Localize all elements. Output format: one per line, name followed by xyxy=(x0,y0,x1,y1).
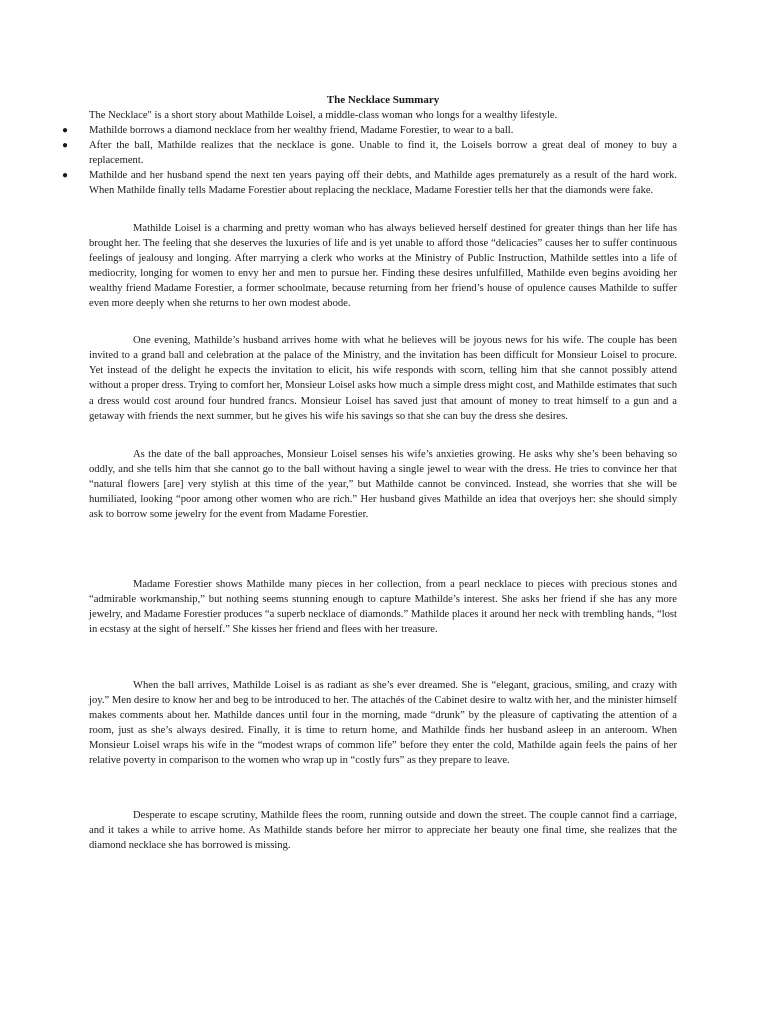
document-title: The Necklace Summary xyxy=(326,94,440,106)
body-paragraph: Madame Forestier shows Mathilde many pieces in her collection, from a pearl necklace to pieces with precious stones and “admirable workmanship,” but nothing seems stunning enough to capture Mathilde’s interest. She asks her friend if she has any more jewelry, and Madame Forestier produces “a superb necklace of diamonds.” Mathilde places it around her neck with trembling hands, “lost in ecstasy at the sight of herself.” She kisses her friend and flees with her treasure. xyxy=(89,579,677,636)
intro-text: The Necklace" is a short story about Mathilde Loisel, a middle-class woman who longs for a wealthy lifestyle. xyxy=(89,110,558,121)
bullet-text: After the ball, Mathilde realizes that the necklace is gone. Unable to find it, the Loisels borrow a great deal of money to buy a replacement. xyxy=(89,140,677,167)
bullet-text: Mathilde borrows a diamond necklace from her wealthy friend, Madame Forestier, to wear to a ball. xyxy=(89,125,514,137)
spacer xyxy=(89,311,677,333)
body-paragraph: Mathilde Loisel is a charming and pretty woman who has always believed herself destined for greater things than her life has brought her. The feeling that she deserves the luxuries of life and is yet unable to afford those “delicacies” causes her to suffer continuous feelings of jealousy and longing. After marrying a clerk who works at the Ministry of Public Instruction, Mathilde settles into a life of mediocrity, longing for women to envy her and men to pursue her. Finding these desires unfulfilled, Mathilde even begins avoiding her wealthy friend Madame Forestier, a former schoolmate, because returning from her friend’s house of opulence causes Mathilde to suffer even more deeply when she returns to her own modest abode. xyxy=(89,222,677,310)
summary-bullet-list xyxy=(62,123,677,198)
body-paragraph: One evening, Mathilde’s husband arrives home with what he believes will be joyous news for his wife. The couple has been invited to a grand ball and celebration at the palace of the Ministry, and the invitation has been difficult for Monsieur Loisel to procure. Yet instead of the delight he expects the invitation to elicit, his wife responds with scorn, telling him that she cannot possibly attend without a proper dress. Trying to comfort her, Monsieur Loisel asks how much a simple dress might cost, and Mathilde estimates that such a dress would cost around four hundred francs. Monsieur Loisel has saved just that amount of money to treat himself to a gun and a getaway with friends the next summer, but he gives his wife his savings so that she can buy the dress she desires. xyxy=(89,335,677,422)
spacer xyxy=(89,522,677,577)
bullet-text: Mathilde and her husband spend the next ten years paying off their debts, and Mathilde ages prematurely as a result of the hard work. When Mathilde finally tells Madame Forestier about replacing the necklace, Madame Forestier tells her that the diamonds were fake. xyxy=(89,170,677,197)
body-paragraph: When the ball arrives, Mathilde Loisel is as radiant as she’s ever dreamed. She is “elegant, gracious, smiling, and crazy with joy.” Men desire to know her and beg to be introduced to her. The attachés of the Cabinet desire to waltz with her, and the minister himself makes comments about her. Mathilde dances until four in the morning, made “drunk” by the pleasure of captivating the attention of a room, just as she’s always desired. Finally, it is time to return home, and Mathilde finds her husband asleep in an anteroom. When Monsieur Loisel wraps his wife in the “modest wraps of common life” before they enter the cold, Mathilde again feels the pains of her relative poverty in comparison to the women who wrap up in “costly furs” as they prepare to leave. xyxy=(89,679,677,766)
bullet-item xyxy=(62,123,677,138)
body-paragraph: Desperate to escape scrutiny, Mathilde flees the room, running outside and down the street. The couple cannot find a carriage, and it takes a while to arrive home. As Mathilde stands before her mirror to appreciate her beauty one final time, she realizes that the diamond necklace she has borrowed is missing. xyxy=(89,810,677,852)
spacer xyxy=(89,638,677,678)
spacer xyxy=(89,199,677,221)
body-paragraph: As the date of the ball approaches, Monsieur Loisel senses his wife’s anxieties growing. He asks why she’s been behaving so oddly, and she tells him that she cannot go to the ball without having a single jewel to wear with the dress. He tries to convince her that “natural flowers [are] very stylish at this time of the year,” but Mathilde cannot be convinced. Instead, she worries that she will be humiliated, looking “poor among other women who are rich.” Her husband gives Mathilde an idea that overjoys her: she should simply ask to borrow some jewelry for the event from Madame Forestier. xyxy=(89,448,677,521)
bullet-icon: ● xyxy=(62,170,69,182)
spacer xyxy=(89,768,677,808)
spacer xyxy=(89,424,677,447)
document-page xyxy=(62,93,677,853)
bullet-icon: ● xyxy=(62,140,69,152)
bullet-item xyxy=(62,168,677,198)
bullet-icon: ● xyxy=(62,125,69,137)
bullet-item xyxy=(62,138,677,168)
